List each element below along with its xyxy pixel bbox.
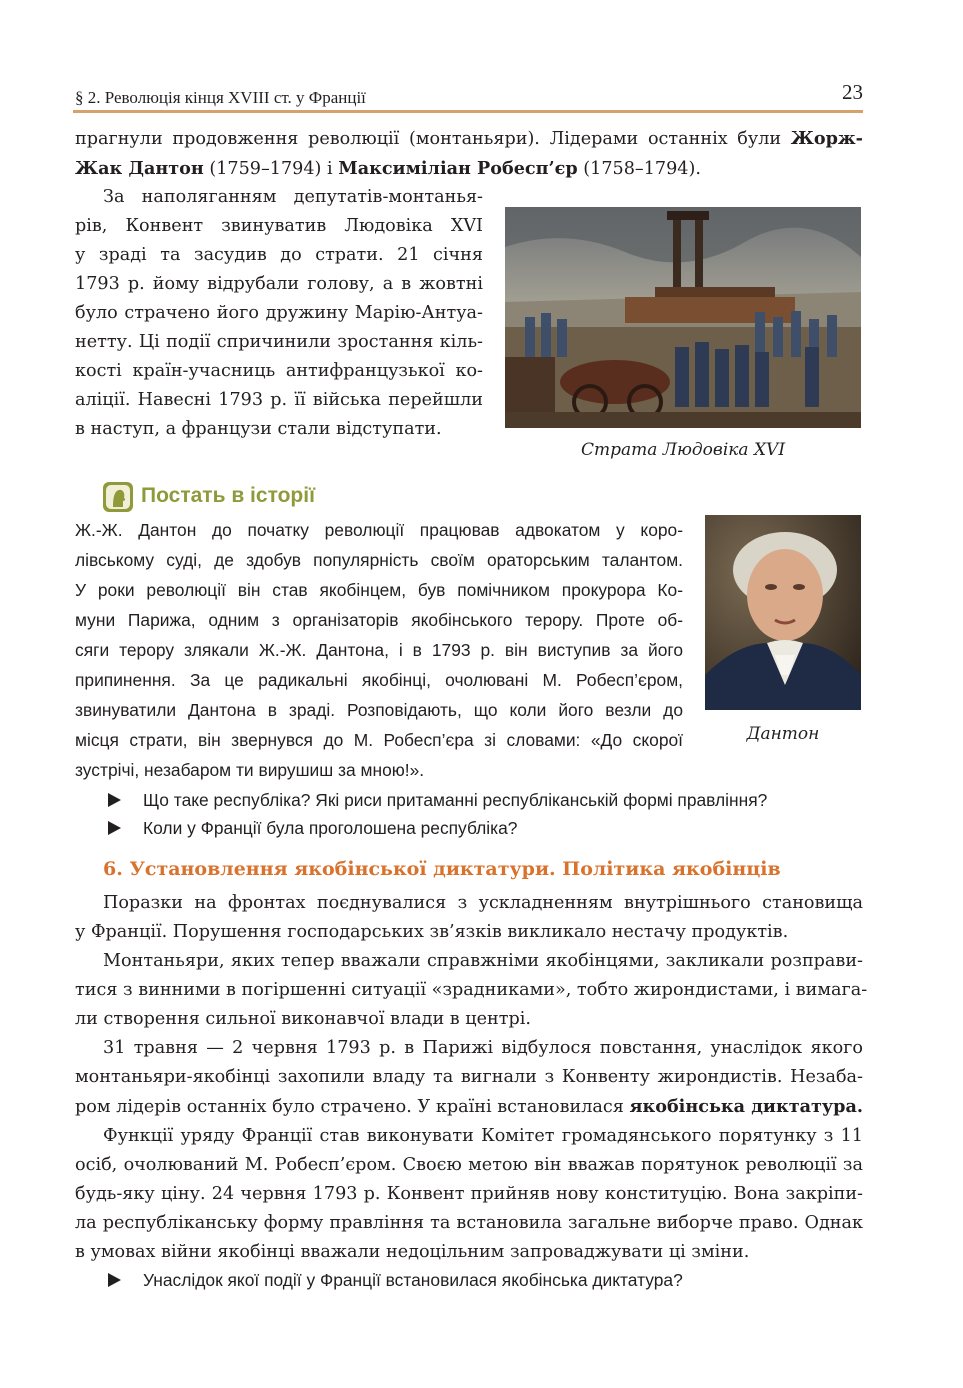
danton-portrait-image <box>705 515 861 710</box>
text-line: звинуватили Дантона в зраді. Розповідають, що коли його везли до <box>75 700 683 720</box>
header-rule <box>73 110 863 113</box>
text-line: У роки революції він став якобінцем, був помічником прокурора Ко- <box>75 580 683 600</box>
text-line: у Франції. Порушення господарських зв’язків викликало нестачу продуктів. <box>75 922 789 942</box>
text-line: Функції уряду Франції став виконувати Комітет громадянського порятунку з 11 <box>103 1126 863 1146</box>
text-line: рів, Конвент звинуватив Людовіка XVI <box>75 216 483 236</box>
text-line: тися з винними в погіршенні ситуації «зрадниками», тобто жирондистами, і вимага- <box>75 980 868 1000</box>
running-head: § 2. Революція кінця XVIII ст. у Франції <box>75 88 366 107</box>
text-line: місця страти, він звернувся до М. Робесп’єра зі словами: «До скорої <box>75 730 683 750</box>
section6-body <box>75 889 868 1267</box>
person-icon <box>103 482 133 512</box>
triangle-bullet-icon <box>108 793 121 807</box>
text-line: ром лідерів останніх було страчено. У країні встановилася якобінська диктатура. <box>75 1096 863 1117</box>
text-line: було страчено його дружину Марію-Антуа- <box>75 303 483 323</box>
triangle-bullet-icon <box>108 1273 121 1287</box>
question-text: Унаслідок якої події у Франції встановилася якобінська диктатура? <box>143 1270 683 1290</box>
text-line: кості країн-учасниць антифранцузької ко- <box>75 361 483 381</box>
question-text: Коли у Франції була проголошена республіка? <box>143 818 518 838</box>
text-line: Ж.-Ж. Дантон до початку революції працював адвокатом у коро- <box>75 520 683 540</box>
question-text: Що таке республіка? Які риси притаманні республіканській формі правління? <box>143 790 768 810</box>
text-line: ла республіканську форму правління та встановила загальне виборче право. Однак <box>75 1213 863 1233</box>
text-line: осіб, очолюваний М. Робесп’єром. Своєю метою він вважав порятунок революції за <box>75 1155 863 1175</box>
text-line: 31 травня — 2 червня 1793 р. в Парижі відбулося повстання, унаслідок якого <box>103 1038 863 1058</box>
text-line: монтаньяри-якобінці захопили владу та вигнали з Конвенту жирондистів. Незаба- <box>75 1067 863 1087</box>
question-item <box>108 1266 683 1294</box>
execution-painting-image <box>505 207 861 428</box>
text-line: в наступ, а французи стали відступати. <box>75 419 442 439</box>
danton-caption: Дантон <box>746 724 820 744</box>
text-line: За наполяганням депутатів-монтанья- <box>103 187 483 207</box>
danton-portrait <box>705 515 861 710</box>
text-line: Поразки на фронтах поєднувалися з ускладненням внутрішнього становища <box>103 893 863 913</box>
text-line: припинення. За це радикальні якобінці, очолювані М. Робесп’єром, <box>75 670 683 690</box>
text-line: у зраді та засудив до страти. 21 січня <box>75 245 483 265</box>
question-item <box>108 786 767 814</box>
text-line: будь-яку ціну. 24 червня 1793 р. Конвент прийняв нову конституцію. Вона закріпи- <box>75 1184 863 1204</box>
text-line: аліції. Навесні 1793 р. її війська перейшли <box>75 390 483 410</box>
text-line: Монтаньяри, яких тепер вважали справжніми якобінцями, закликали розправи- <box>103 951 863 971</box>
execution-paragraph <box>75 183 483 444</box>
text-line: лівському суді, де здобув популярність своїм ораторським талантом. <box>75 550 683 570</box>
triangle-bullet-icon <box>108 821 121 835</box>
execution-caption: Страта Людовіка XVI <box>580 440 786 460</box>
danton-text <box>75 515 683 785</box>
execution-painting <box>505 207 861 428</box>
text-line: нетту. Ці події спричинили зростання кіль- <box>75 332 483 352</box>
text-line: прагнули продовження революції (монтаньяри). Лідерами останніх були Жорж- <box>75 128 863 149</box>
question-item <box>108 814 517 842</box>
text-line: зустрічі, незабаром ти вирушиш за мною!». <box>75 760 425 780</box>
text-line: муни Парижа, одним з організаторів якобінського терору. Проте об- <box>75 610 683 630</box>
text-line: ли створення сильної виконавчої влади в центрі. <box>75 1009 531 1029</box>
intro-paragraph <box>75 124 863 184</box>
text-line: сяги терору злякали Ж.-Ж. Дантона, і в 1793 р. він виступив за його <box>75 640 683 660</box>
person-icon-glyph <box>103 482 133 512</box>
box-title: Постать в історії <box>141 484 315 507</box>
text-line: Жак Дантон (1759–1794) і Максиміліан Робесп’єр (1758–1794). <box>75 158 701 179</box>
text-line: 1793 р. йому відрубали голову, а в жовтні <box>75 274 483 294</box>
section-heading: 6. Установлення якобінської диктатури. Політика якобінців <box>103 858 781 880</box>
text-line: в умовах війни якобінці вважали недоцільним запроваджувати ці зміни. <box>75 1242 750 1262</box>
page-number: 23 <box>842 80 863 104</box>
